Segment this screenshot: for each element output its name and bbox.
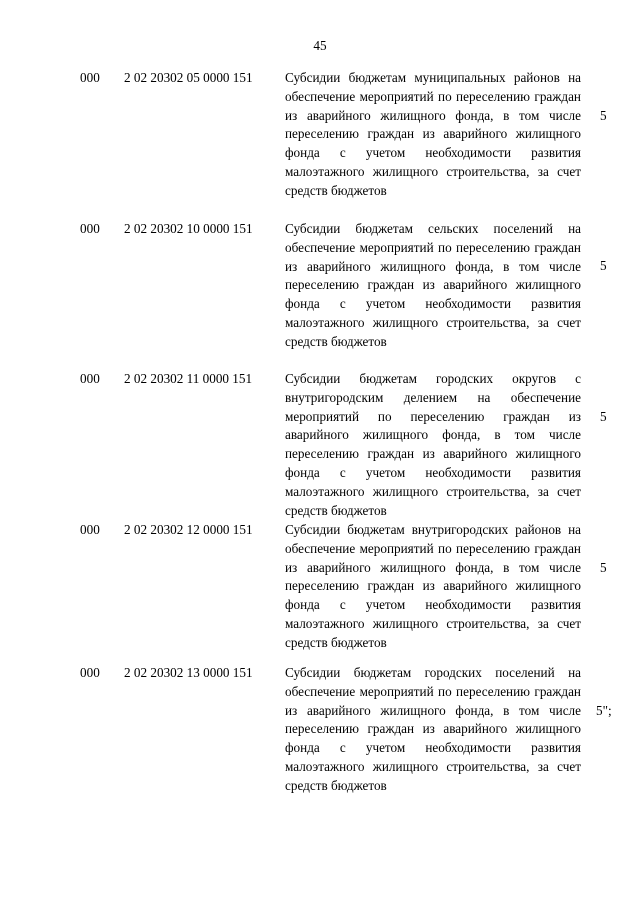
table-row: [0, 370, 640, 521]
table-row: [0, 220, 640, 370]
table-row: [0, 69, 640, 220]
admin-code: 000: [80, 221, 100, 236]
kbk-code: 2 02 20302 10 0000 151: [124, 221, 253, 236]
admin-code: 000: [80, 70, 100, 85]
kbk-code: 2 02 20302 05 0000 151: [124, 70, 253, 85]
row-value: 5: [600, 258, 607, 273]
row-description: Субсидии бюджетам муниципальных районов на обеспечение мероприятий по переселению граждан из аварийного жилищного фонда, в том числе переселению граждан из аварийного жилищного фонда с учетом необходимости развития малоэтажного жилищного строительства, за счет средств бюджетов: [285, 70, 581, 198]
row-value: 5";: [596, 703, 612, 718]
table-row: [0, 664, 640, 814]
table-row: [0, 521, 640, 664]
row-description: Субсидии бюджетам городских поселений на обеспечение мероприятий по переселению граждан из аварийного жилищного фонда, в том числе переселению граждан из аварийного жилищного фонда с учетом необходимости развития малоэтажного жилищного строительства, за счет средств бюджетов: [285, 665, 581, 793]
row-description: Субсидии бюджетам внутригородских районов на обеспечение мероприятий по переселению граждан из аварийного жилищного фонда, в том числе переселению граждан из аварийного жилищного фонда с учетом необходимости развития малоэтажного жилищного строительства, за счет средств бюджетов: [285, 522, 581, 650]
kbk-code: 2 02 20302 12 0000 151: [124, 522, 253, 537]
admin-code: 000: [80, 522, 100, 537]
row-description: Субсидии бюджетам сельских поселений на обеспечение мероприятий по переселению граждан из аварийного жилищного фонда, в том числе переселению граждан из аварийного жилищного фонда с учетом необходимости развития малоэтажного жилищного строительства, за счет средств бюджетов: [285, 221, 581, 349]
kbk-code: 2 02 20302 11 0000 151: [124, 371, 253, 386]
admin-code: 000: [80, 371, 100, 386]
row-description: Субсидии бюджетам городских округов с внутригородским делением на обеспечение мероприятий по переселению граждан из аварийного жилищного фонда, в том числе переселению граждан из аварийного жилищного фонда с учетом необходимости развития малоэтажного жилищного строительства, за счет средств бюджетов: [285, 371, 581, 518]
row-value: 5: [600, 560, 607, 575]
row-value: 5: [600, 108, 607, 123]
budget-codes-table: [0, 69, 640, 814]
kbk-code: 2 02 20302 13 0000 151: [124, 665, 253, 680]
admin-code: 000: [80, 665, 100, 680]
page-number: 45: [313, 38, 327, 53]
row-value: 5: [600, 409, 607, 424]
